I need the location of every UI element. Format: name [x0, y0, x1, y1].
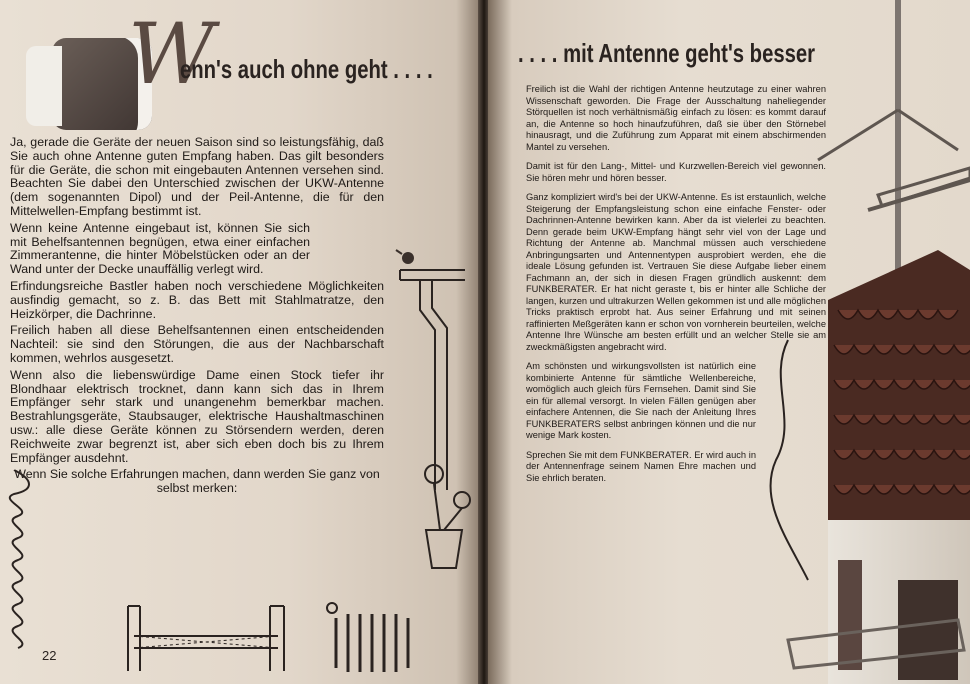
paragraph: Sprechen Sie mit dem FUNKBERATER. Er wird auch in der Antennenfrage seinem Namen Ehre machen und Sie ehrlich beraten. — [526, 449, 756, 483]
title-initial: W — [128, 5, 215, 103]
coiled-cord-illustration — [4, 470, 57, 670]
left-body-text — [10, 136, 384, 499]
paragraph: Erfindungsreiche Bastler haben noch verschiedene Möglichkeiten ausfindig gemacht, so z. B. das Bett mit Stahlmatratze, den Heizkörper, die Dachrinne. — [10, 278, 384, 321]
paragraph: Wenn Sie solche Erfahrungen machen, dann werden Sie ganz von selbst merken: — [14, 467, 380, 496]
roof-antenna-illustration — [758, 0, 970, 684]
left-page-title: enn's auch ohne geht . . . . — [180, 54, 433, 84]
right-page-title: . . . . mit Antenne geht's besser — [518, 38, 816, 68]
left-page — [0, 0, 480, 684]
paragraph: Ja, gerade die Geräte der neuen Saison sind so leistungsfähig, daß Sie auch ohne Antenne guten Empfang haben. Das gilt besonders für die Geräte, die schon mit eingebauten Antennen versehen sind. Beachten Sie dabei den Unterschied zwischen der UKW-Antenne (dem sogenannten Dipol) und der Peil-Antenne, die für den Mittelwellen-Empfang bestimmt ist. — [10, 135, 384, 218]
right-page — [488, 0, 970, 684]
paragraph: Ganz kompliziert wird's bei der UKW-Antenne. Es ist erstaunlich, welche Steigerung der Empfangsleistung schon eine einfache Fenster- oder Dachrinnen-Antenne bewirken kann. Aber da ist vielerlei zu beachten. Denn gerade beim UKW-Empfang hängt sehr viel von der Lage und Richtung der Antenne ab. Manchmal müssen auch verschiedene Anbringungsarten und Antennentypen ausprobiert werden, ehe die ideale Lösung gefunden ist. Vertrauen Sie diese Aufgabe lieber einem Fachmann an, der sich in diesen Fragen gründlich auskennt: dem FUNKBERATER. Er hat nicht geraste t, bis er hinter alle Schliche der langen, kurzen und ultrakurzen Wellen gekommen ist und alle möglichen Tricks praktisch erprobt hat. Aus seiner Erfahrung und mit seinen raffinierten Meßgeräten kann er schon von vornherein beurteilen, welche Antenne Ihre Wünsche am besten erfüllt und an welcher Stelle sie am zweckmäßigsten angebracht wird. — [526, 192, 826, 352]
flowerpot-illustration — [412, 460, 476, 570]
paragraph: Freilich ist die Wahl der richtigen Antenne heutzutage zu einer wahren Wissenschaft geworden. Die Frage der Ausschaltung naheliegender Störquellen ist noch verhältnismäßig einfach zu lösen: es kommt darauf an, die Antenne so hoch hinaufzuführen, daß sie über den Störnebel hinausragt, und die Zuführung zum Apparat mit einem abschirmenden Mantel zu versehen. — [526, 84, 826, 152]
radiator-illustration — [326, 598, 426, 678]
paragraph: Wenn also die liebenswürdige Dame einen Stock tiefer ihr Blondhaar elektrisch trocknet, dann kann sich das in Ihrem Empfänger sehr stark und unangenehm bemerkbar machen. Bestrahlungsgeräte, Staubsauger, elektrische Haushaltmaschinen usw.: alle diese Geräte können zu Störsendern werden, deren Reichweite zwar begrenzt ist, aber sich eben doch bis zu Ihrem Empfänger ausdehnt. — [10, 367, 384, 465]
paragraph: Damit ist für den Lang-, Mittel- und Kurzwellen-Bereich viel gewonnen. Sie hören mehr und hören besser. — [526, 161, 826, 183]
bed-illustration — [120, 596, 300, 676]
page-number: 22 — [42, 648, 57, 663]
paragraph: Wenn keine Antenne eingebaut ist, können Sie sich mit Behelfsantennen begnügen, etwa einer einfachen Zimmerantenne, die hinter Möbelstücken oder an der Wand unter der Decke unauffällig verlegt wird. — [10, 220, 310, 277]
paragraph: Freilich haben all diese Behelfsantennen einen entscheidenden Nachteil: sie sind den Störungen, die aus der Nachbarschaft kommen, wehrlos ausgesetzt. — [10, 323, 384, 365]
paragraph: Am schönsten und wirkungsvollsten ist natürlich eine kombinierte Antenne für sämtliche Wellenbereiche, womöglich auch gleich fürs Fernsehen. Damit sind Sie ein für allemal versorgt. In vielen Fällen genügen aber einfachere Antennen, die Sie nach der Anleitung Ihres FUNKBERATERS selbst anbringen können und die nur wenige Mark kosten. — [526, 361, 756, 440]
